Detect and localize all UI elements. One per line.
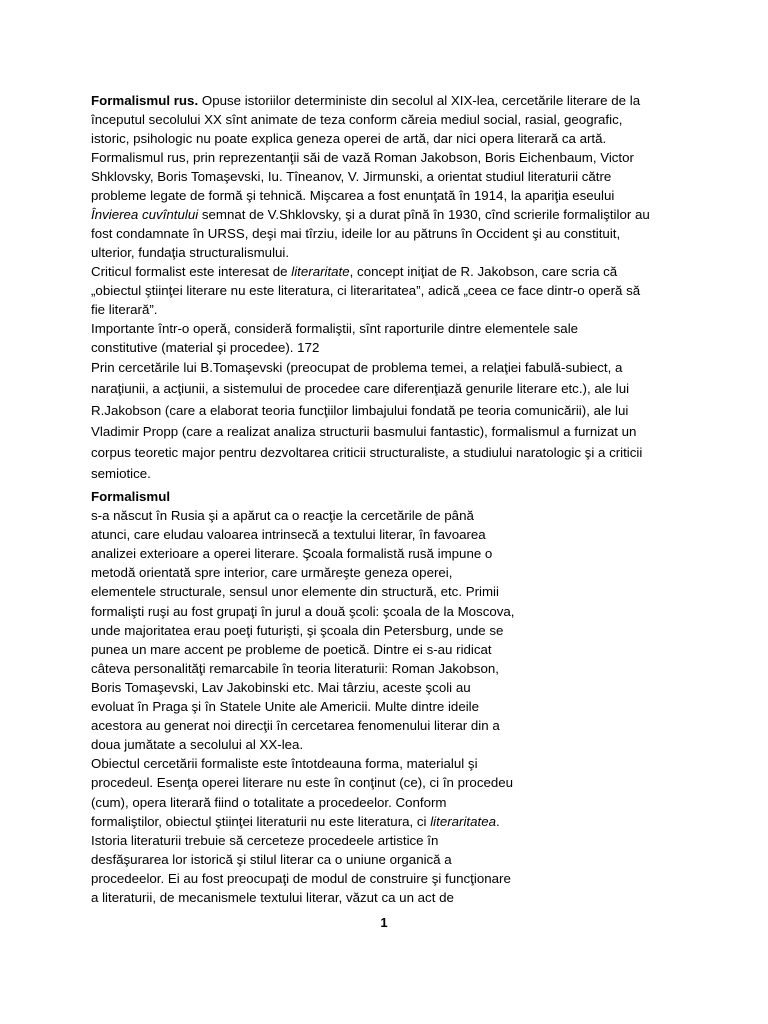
text-line: procedeelor. Ei au fost preocupaţi de modul de construire şi funcţionare — [91, 870, 511, 886]
text-line: Formalismul rus, prin reprezentanţii săi de vază Roman Jakobson, Boris Eichenbaum, Victor — [91, 150, 634, 165]
text-line: Istoria literaturii trebuie să cerceteze procedeele artistice în — [91, 832, 439, 848]
italic-title: Învierea cuvîntului — [91, 207, 199, 222]
section-title: Formalismul rus. — [91, 93, 199, 108]
text-line: metodă orientată spre interior, care urmăreşte geneza operei, — [91, 565, 453, 581]
text-line: formalişti ruşi au fost grupaţi în jurul a două şcoli: şcoala de la Moscova, — [91, 603, 515, 619]
text-line: „obiectul ştiinţei literare nu este literatura, ci literaritatea”, adică „ceea ce face dintr-o operă să — [91, 283, 641, 298]
text-line: corpus teoretic major pentru dezvoltarea criticii structuraliste, a studiului naratologic şi a criticii — [91, 445, 643, 461]
text-line: R.Jakobson (care a elaborat teoria funcţiilor limbajului fondată pe teoria comunicării), ale lui — [91, 402, 629, 418]
text-line: constitutive (material şi procedee). 172 — [91, 340, 320, 355]
text-line: unde majoritatea erau poeţi futurişti, şi şcoala din Petersburg, unde se — [91, 622, 504, 638]
section-formalismul — [91, 487, 691, 907]
text-line: (cum), opera literară fiind o totalitate a procedeelor. Conform — [91, 794, 447, 810]
text-line: Importante într-o operă, consideră formaliştii, sînt raporturile dintre elementele sale — [91, 321, 579, 336]
section-formalismul-rus — [91, 91, 691, 485]
text-line: fie literară”. — [91, 302, 158, 317]
text-line: istoric, psihologic nu poate explica geneza operei de artă, dar nici opera literară ca artă. — [91, 131, 607, 146]
text-line: semiotice. — [91, 466, 151, 482]
italic-term: literaritate — [291, 264, 350, 279]
text-line: s-a născut în Rusia şi a apărut ca o reacţie la cercetările de până — [91, 508, 474, 524]
text-line: Prin cercetările lui B.Tomaşevski (preocupat de problema temei, a relaţiei fabulă-subiect, a — [91, 360, 623, 375]
text-line: Învierea cuvîntului semnat de V.Shklovsky, şi a durat pînă în 1930, cînd scrierile formaliştilor au — [91, 207, 650, 222]
text-line: procedeul. Esenţa operei literare nu este în conţinut (ce), ci în procedeu — [91, 775, 514, 791]
text-line: doua jumătate a secolului al XX-lea. — [91, 737, 304, 753]
text-line: punea un mare accent pe probleme de poetică. Dintre ei s-au ridicat — [91, 641, 492, 657]
text-line: elementele structurale, sensul unor elemente din structură, etc. Primii — [91, 584, 499, 600]
text-line: analizei exterioare a operei literare. Şcoala formalistă rusă impune o — [91, 546, 493, 562]
text-line: Criticul formalist este interesat de literaritate, concept iniţiat de R. Jakobson, care scria că — [91, 264, 618, 279]
text-line: ulterior, fundaţia structuralismului. — [91, 245, 290, 260]
text-line: desfăşurarea lor istorică şi stilul literar ca o uniune organică a — [91, 851, 452, 867]
text-line: Formalismul rus. Opuse istoriilor deterministe din secolul al XIX-lea, cercetările literare de la — [91, 93, 641, 108]
text-line: câteva personalităţi remarcabile în teoria literaturii: Roman Jakobson, — [91, 660, 499, 676]
text-line: atunci, care eludau valoarea intrinsecă a textului literar, în favoarea — [91, 527, 486, 543]
text-line: Boris Tomaşevski, Lav Jakobinski etc. Mai târziu, aceste şcoli au — [91, 679, 471, 695]
text-line: Shklovsky, Boris Tomaşevski, Iu. Tîneanov, V. Jirmunski, a orientat studiul literaturii către — [91, 169, 612, 184]
text-line: fost condamnate în URSS, deşi mai tîrziu, ideile lor au pătruns în Occident şi au constituit, — [91, 226, 621, 241]
italic-term: literaritatea — [430, 813, 496, 829]
text-line: Vladimir Propp (care a realizat analiza structurii basmului fantastic), formalismul a furnizat un — [91, 423, 637, 439]
text-line: a literaturii, de mecanismele textului literar, văzut ca un act de — [91, 889, 454, 905]
text-line: formaliştilor, obiectul ştiinţei literaturii nu este literatura, ci literaritatea. — [91, 813, 500, 829]
text-line: începutul secolului XX sînt animate de teza conform căreia mediul social, rasial, geografic, — [91, 112, 623, 127]
text-line: naraţiunii, a acţiunii, a sistemului de procedee care diferenţiază genurile literare etc.), ale lui — [91, 381, 630, 397]
section-heading: Formalismul — [91, 489, 171, 504]
text-line: Obiectul cercetării formaliste este întotdeauna forma, materialul şi — [91, 756, 478, 772]
text-line: acestora au generat noi direcţii în cercetarea fenomenului literar din a — [91, 718, 500, 734]
page-number: 1 — [380, 915, 388, 930]
text-line: evoluat în Praga şi în Statele Unite ale Americii. Multe dintre ideile — [91, 699, 480, 715]
text-line: probleme legate de formă şi tehnică. Mişcarea a fost enunţată în 1914, la apariţia eseului — [91, 188, 615, 203]
